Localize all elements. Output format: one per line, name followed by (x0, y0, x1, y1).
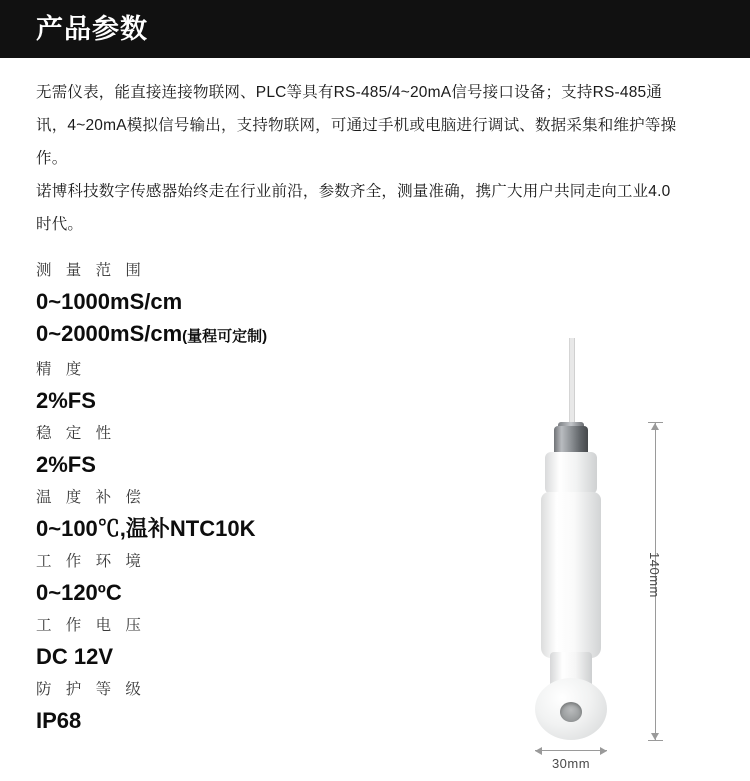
width-dimension-line (535, 750, 607, 751)
spec-list (36, 256, 436, 739)
sensor-cable-gland (554, 426, 588, 454)
spec-label: 防 护 等 级 (36, 681, 146, 698)
height-dimension-label: 140mm (647, 552, 662, 598)
intro-paragraph-2: 诺博科技数字传感器始终走在行业前沿，参数齐全，测量准确，携广大用户共同走向工业4.0时代。 (36, 183, 671, 233)
spec-item-accuracy (36, 355, 436, 417)
page-title: 产品参数 (36, 14, 148, 44)
spec-item-protection-grade (36, 675, 436, 737)
sensor-collar (545, 452, 597, 494)
spec-value: DC 12V (36, 644, 114, 669)
height-dimension-cap-bottom (648, 740, 663, 741)
spec-label: 测 量 范 围 (36, 262, 146, 279)
spec-value: 2%FS (36, 388, 96, 413)
header-banner (0, 0, 750, 58)
spec-label: 工 作 环 境 (36, 553, 146, 570)
spec-value: 0~1000mS/cm (36, 289, 183, 314)
spec-item-stability (36, 419, 436, 481)
spec-item-working-environment (36, 547, 436, 609)
intro-section (36, 76, 684, 241)
spec-value: 0~100℃,温补NTC10K (36, 516, 256, 541)
spec-value: 0~120ºC (36, 580, 122, 605)
sensor-ring-hole (560, 702, 582, 722)
height-arrow-down-icon (651, 733, 659, 740)
spec-label: 温 度 补 偿 (36, 489, 146, 506)
spec-item-working-voltage (36, 611, 436, 673)
spec-item-measuring-range (36, 256, 436, 353)
product-image (440, 330, 740, 771)
spec-value: IP68 (36, 708, 82, 733)
sensor-body (541, 492, 601, 658)
width-arrow-right-icon (600, 747, 607, 755)
spec-value-secondary-note: (量程可定制) (182, 328, 268, 345)
spec-value: 2%FS (36, 452, 96, 477)
spec-label: 稳 定 性 (36, 425, 117, 442)
width-dimension-label: 30mm (551, 756, 591, 771)
spec-label: 工 作 电 压 (36, 617, 146, 634)
height-arrow-up-icon (651, 423, 659, 430)
width-arrow-left-icon (535, 747, 542, 755)
spec-label: 精 度 (36, 361, 87, 378)
spec-value-secondary (36, 318, 436, 353)
spec-value-secondary-main: 0~2000mS/cm (36, 321, 183, 346)
spec-item-temperature-compensation (36, 483, 436, 545)
intro-paragraph-1: 无需仪表，能直接连接物联网、PLC等具有RS-485/4~20mA信号接口设备；支持RS-485通讯，4~20mA模拟信号输出，支持物联网，可通过手机或电脑进行调试、数据采集和维护等操作。 (36, 84, 677, 167)
